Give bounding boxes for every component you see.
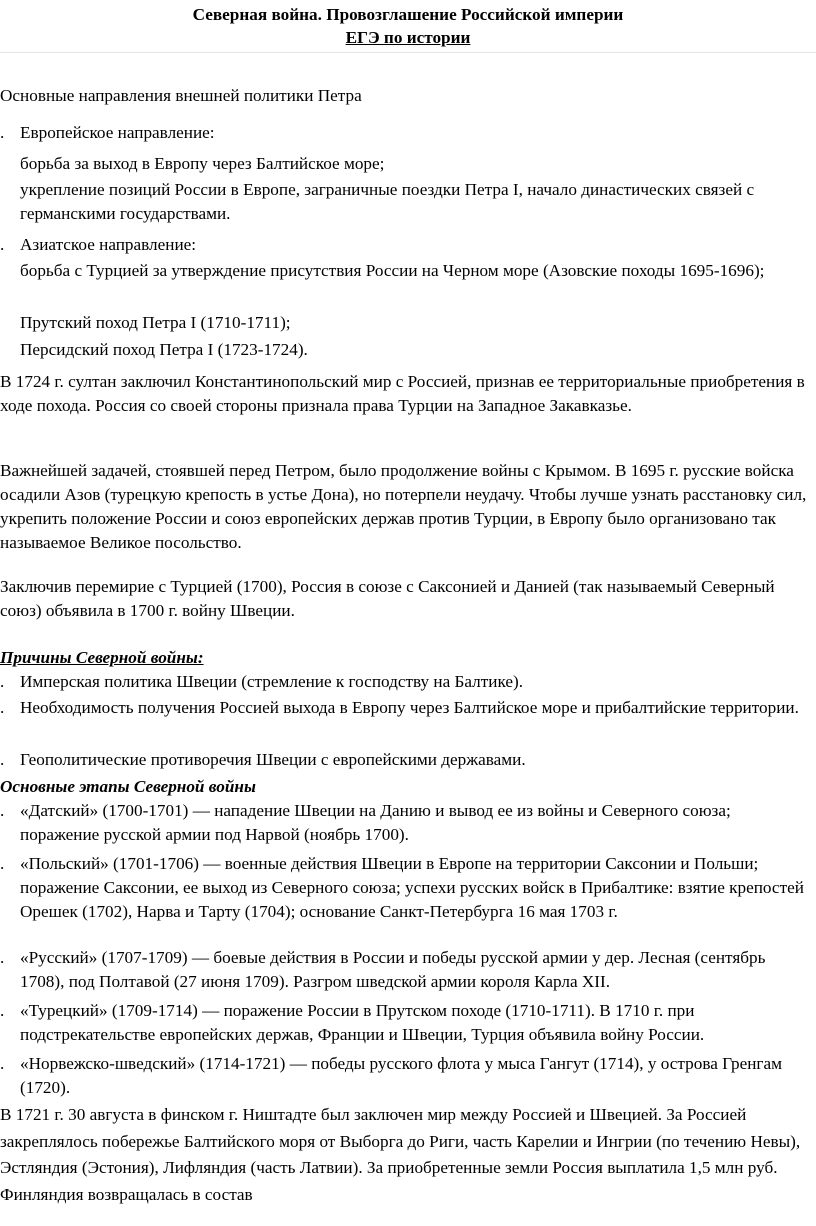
list-bullet: . xyxy=(0,750,5,769)
intro-heading: Основные направления внешней политики Петра xyxy=(0,86,362,105)
direction-item: борьба за выход в Европу через Балтийское море; xyxy=(20,154,385,173)
stage-item: «Польский» (1701-1706) — военные действия Швеции в Европе на территории Саксонии и Польши; поражение Саксонии, ее выход из Северного союза; успехи русских войск в Прибалтике: взятие крепостей Орешек (1702), Нарва и Тарту (1704); основание Санкт-Петербурга 16 мая 1703 г. xyxy=(20,854,804,921)
stage-item: «Русский» (1707-1709) — боевые действия в России и победы русской армии у дер. Лесная (сентябрь 1708), под Полтавой (27 июня 1709). Разгром шведской армии короля Карла XII. xyxy=(20,948,766,991)
paragraph: В 1724 г. султан заключил Константинопольский мир с Россией, признав ее территориальные приобретения в ходе похода. Россия со своей стороны признала права Турции на Западное Закавказье. xyxy=(0,372,805,415)
cause-item: Геополитические противоречия Швеции с европейскими державами. xyxy=(20,750,526,769)
direction-item: борьба с Турцией за утверждение присутствия России на Черном море (Азовские походы 1695-1696); xyxy=(20,261,765,280)
stage-item: «Норвежско-шведский» (1714-1721) — победы русского флота у мыса Гангут (1714), у острова Гренгам (1720). xyxy=(20,1054,782,1097)
list-bullet: . xyxy=(0,672,5,691)
cause-item: Необходимость получения Россией выхода в Европу через Балтийское море и прибалтийские территории. xyxy=(20,698,799,717)
paragraph: Важнейшей задачей, стоявшей перед Петром, было продолжение войны с Крымом. В 1695 г. русские войска осадили Азов (турецкую крепость в устье Дона), но потерпели неудачу. Чтобы лучше узнать расстановку сил, укрепить положение России и союз европейских держав против Турции, в Европу было организовано так называемое Великое посольство. xyxy=(0,461,807,552)
stages-heading: Основные этапы Северной войны xyxy=(0,777,256,796)
list-bullet: . xyxy=(0,948,5,967)
closing-paragraph: В 1721 г. 30 августа в финском г. Ништадте был заключен мир между Россией и Швецией. За Россией закреплялось побережье Балтийского моря от Выборга до Риги, часть Карелии и Ингрии (по течению Невы), Эстляндия (Эстония), Лифляндия (часть Латвии). За приобретенные земли Россия выплатила 1,5 млн руб. Финляндия возвращалась в состав xyxy=(0,1105,801,1204)
direction-item: Прутский поход Петра I (1710-1711); xyxy=(20,313,291,332)
document-subtitle: ЕГЭ по истории xyxy=(345,28,471,47)
list-bullet: . xyxy=(0,1001,5,1020)
stage-item: «Датский» (1700-1701) — нападение Швеции на Данию и вывод ее из войны и Северного союза; поражение русской армии под Нарвой (ноябрь 1700). xyxy=(20,801,731,844)
list-bullet: . xyxy=(0,698,5,717)
list-bullet: . xyxy=(0,235,5,254)
list-bullet: . xyxy=(0,854,5,873)
stage-item: «Турецкий» (1709-1714) — поражение России в Прутском походе (1710-1711). В 1710 г. при подстрекательстве европейских держав, Франции и Швеции, Турция объявила войну России. xyxy=(20,1001,705,1044)
list-bullet: . xyxy=(0,123,5,142)
list-bullet: . xyxy=(0,1054,5,1073)
causes-heading: Причины Северной войны: xyxy=(0,648,204,667)
direction-item: Персидский поход Петра I (1723-1724). xyxy=(20,340,308,359)
direction-label: Европейское направление: xyxy=(20,123,215,142)
header-divider xyxy=(0,52,816,53)
list-bullet: . xyxy=(0,801,5,820)
paragraph: Заключив перемирие с Турцией (1700), Россия в союзе с Саксонией и Данией (так называемый Северный союз) объявила в 1700 г. войну Швеции. xyxy=(0,577,775,620)
document-title: Северная война. Провозглашение Российской империи xyxy=(192,5,624,24)
direction-label: Азиатское направление: xyxy=(20,235,197,254)
direction-item: укрепление позиций России в Европе, заграничные поездки Петра I, начало династических связей с германскими государствами. xyxy=(20,180,755,223)
cause-item: Имперская политика Швеции (стремление к господству на Балтике). xyxy=(20,672,524,691)
